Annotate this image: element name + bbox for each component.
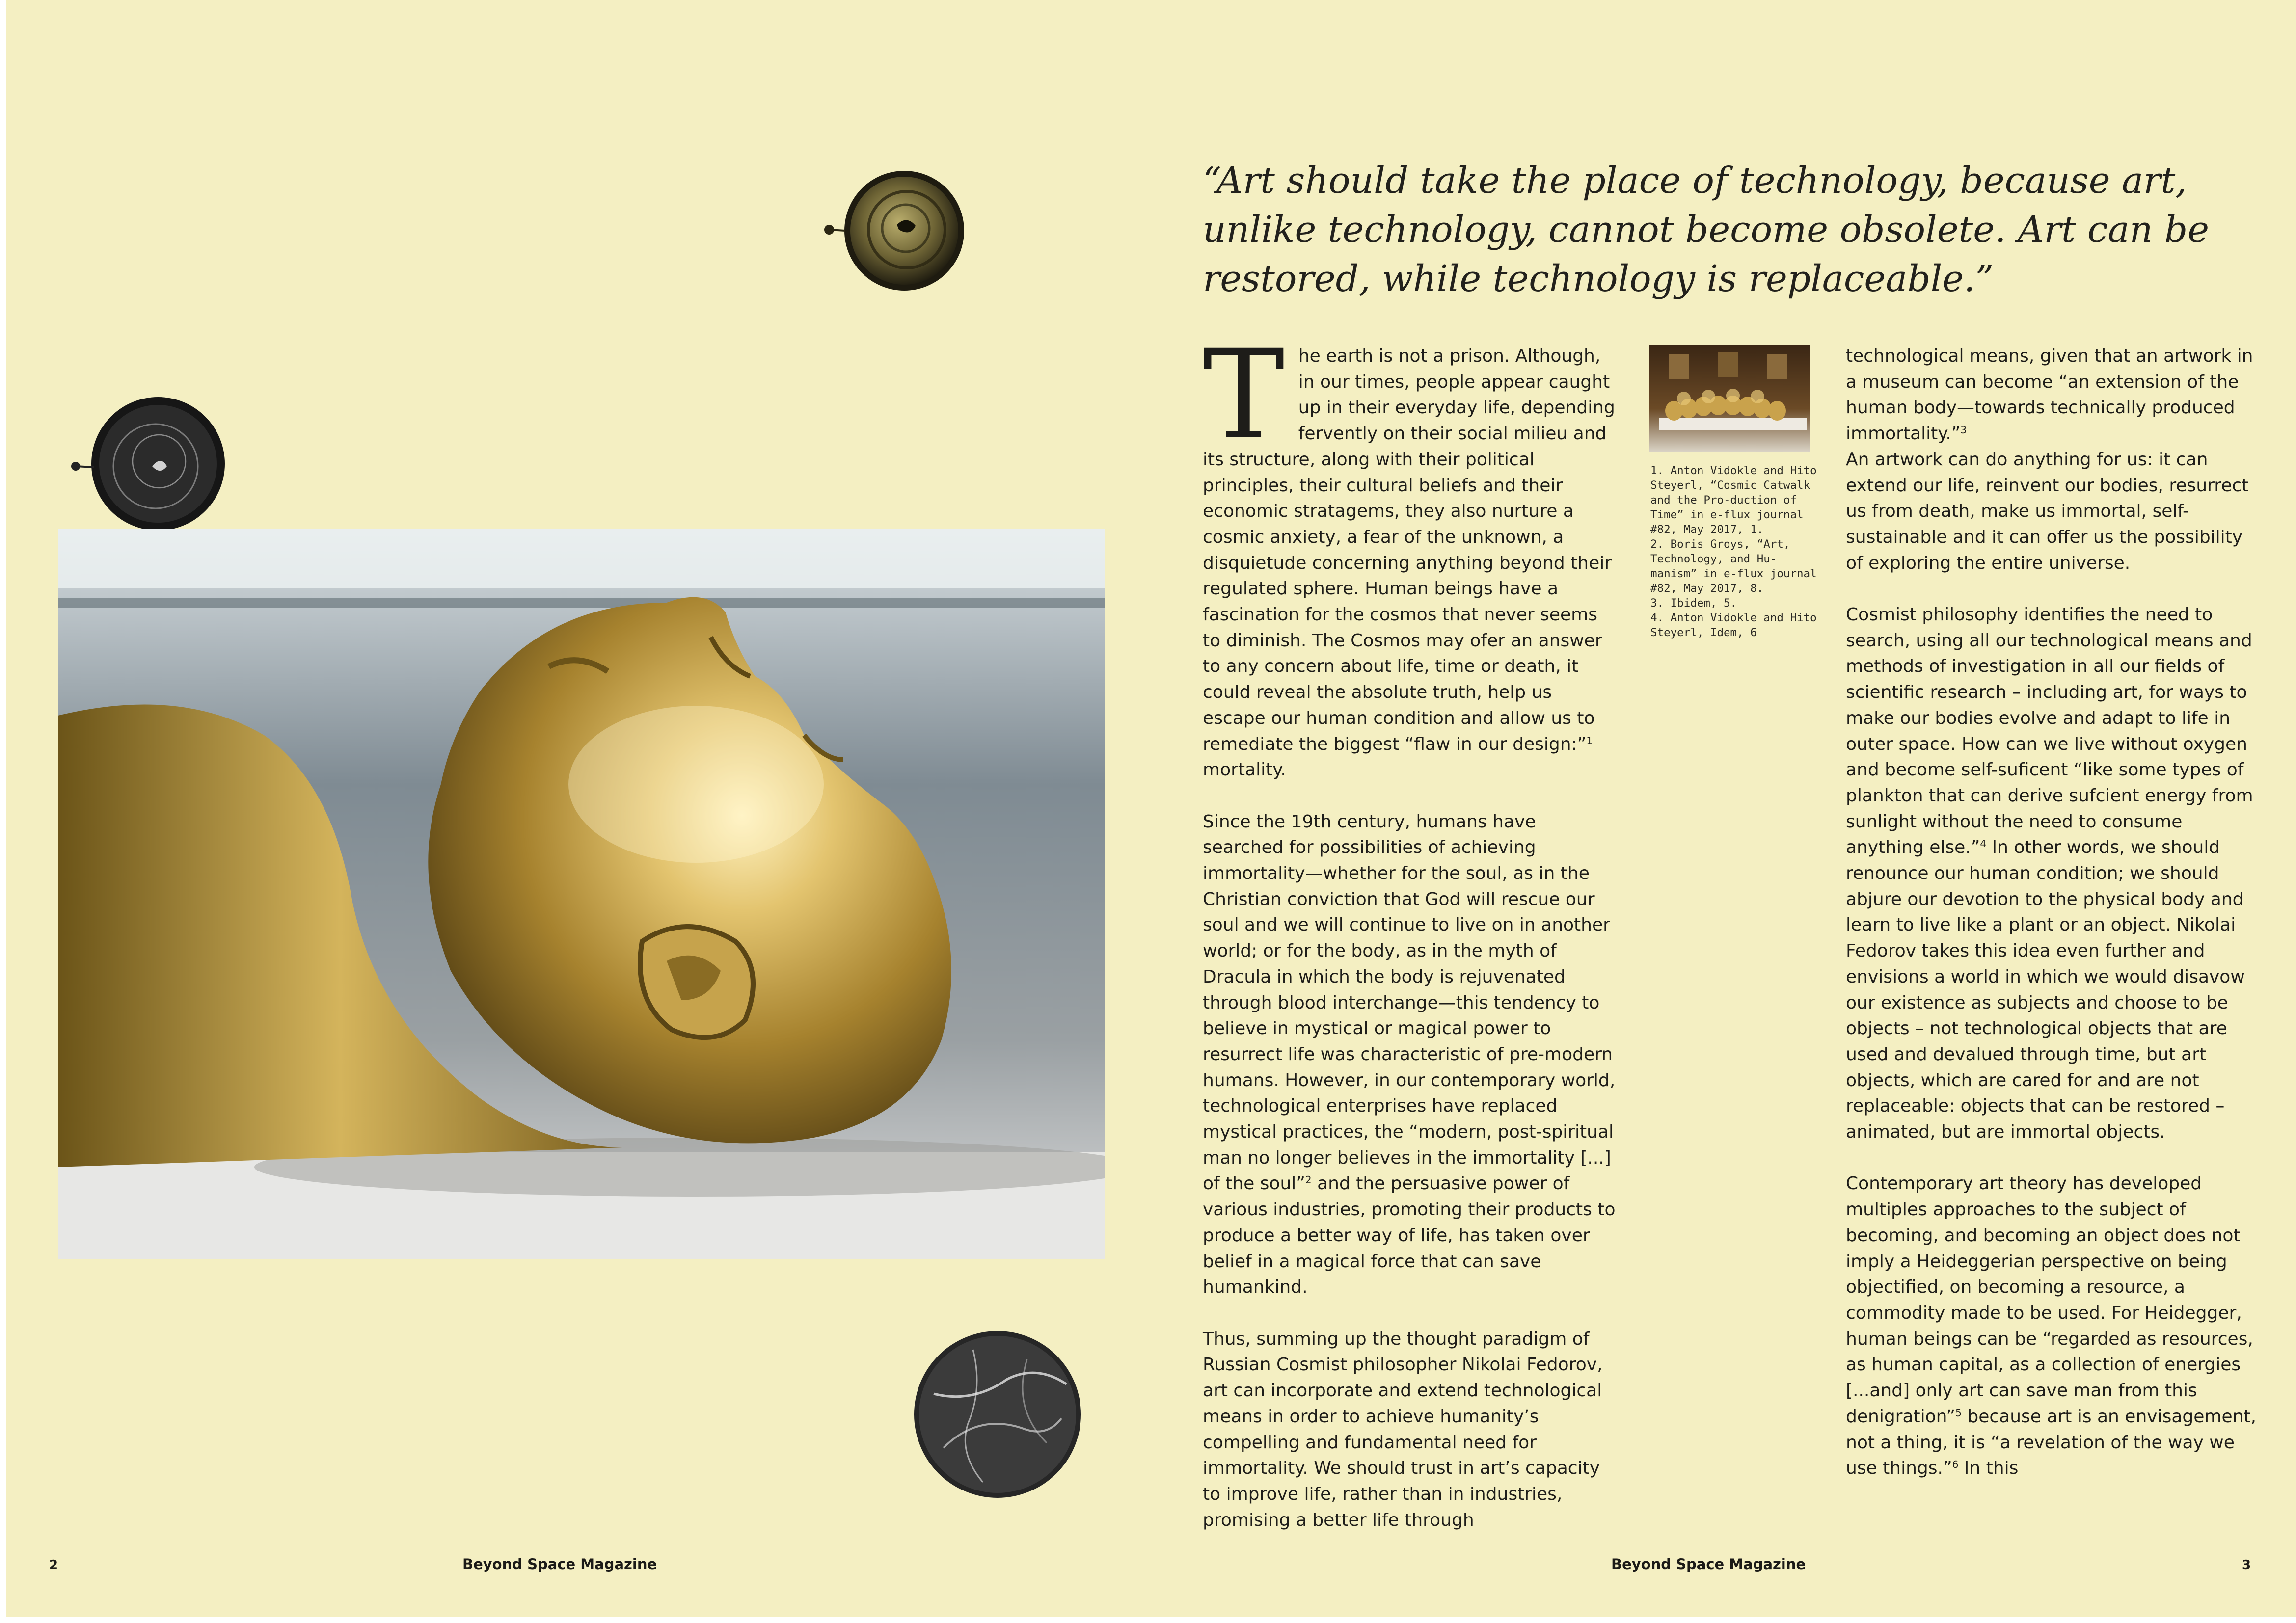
paragraph	[1846, 344, 2258, 447]
paragraph-text: he earth is not a prison. Although, in our times, people appear caught up in their everyday life, depending fervently on their social milieu and its structure, along with their political principles, their cultural beliefs and their economic stratagems, they also nurture a cosmic anxiety, a fear of the unknown, a disquietude concerning anything beyond their regulated sphere. Human beings have a fascination for the cosmos that never seems to diminish. The Cosmos may ofer an answer to any concern about life, time or death, it could reveal the absolute truth, help us escape our human condition and allow us to remediate the biggest “flaw in our design:”	[1203, 346, 1615, 754]
running-title-right: Beyond Space Magazine	[1611, 1556, 1806, 1572]
footnotes	[1650, 463, 1817, 640]
paragraph-text: Cosmist philosophy identifies the need to search, using all our technological means and methods of investigation in all our fields of scientific research – including art, for ways to make our bodies evolve and adapt to life in outer space. How can we live without oxygen and become self-suficent “like some types of plankton that can derive sufcient energy from sunlight without the need to consume anything else.”	[1846, 605, 2253, 858]
paragraph	[1203, 1327, 1620, 1534]
gold-head-sculpture-image	[58, 529, 1105, 1259]
paragraph-text: Thus, summing up the thought paradigm of Russian Cosmist philosopher Nikolai Fedorov, art can incorporate and extend technological means in order to achieve humanity’s compelling and fundamental need for immortality. We should trust in art’s capacity to improve life, rather than in industries, promising a better life through	[1203, 1329, 1603, 1530]
paragraph-text: In this	[1958, 1458, 2019, 1479]
drop-cap: T	[1203, 323, 1285, 466]
footnote-ref: 1	[1586, 734, 1593, 746]
paragraph-text: In other words, we should renounce our human condition; we should abjure our devotion to the physical body and learn to live like a plant or an object. Nikolai Fedorov takes this idea even further and envisions a world in which we would disavow our existence as subjects and choose to be objects – not technological objects that are used and devalued through time, but art objects, which are cared for and are not replaceable: objects that can be restored – animated, but are immortal objects.	[1846, 837, 2245, 1143]
paragraph	[1846, 1171, 2258, 1481]
paragraph	[1203, 809, 1620, 1301]
magazine-spread	[6, 0, 2296, 1617]
main-photo	[58, 529, 1105, 1259]
paragraph-text: Contemporary art theory has developed multiples approaches to the subject of becoming, and becoming an object does not imply a Heideggerian perspective on being objectified, on becoming a resource, a commodity made to be used. For Heidegger, human beings can be “regarded as resources, as human capital, as a collection of energies [...and] only art can save man from this denigration”	[1846, 1173, 2253, 1427]
footnote: 3. Ibidem, 5.	[1650, 597, 1737, 610]
footnote-ref: 3	[1960, 424, 1967, 436]
paragraph-text: technological means, given that an artwork in a museum can become “an extension of the human body—towards technically produced immortality.”	[1846, 346, 2253, 444]
running-title-left: Beyond Space Magazine	[462, 1556, 657, 1572]
paragraph	[1846, 447, 2258, 577]
footnote: 1. Anton Vidokle and Hito Steyerl, “Cosmic Catwalk and the Pro-duction of Time” in e-flux journal #82, May 2017, 1.	[1650, 464, 1817, 536]
gallery-installation-thumbnail	[1649, 345, 1810, 452]
paragraph	[1203, 323, 1620, 783]
golden-sphere-icon	[818, 167, 985, 294]
footnote-ref: 4	[1980, 838, 1987, 850]
dark-sphere-icon	[65, 393, 242, 535]
paragraph-text: An artwork can do anything for us: it can extend our life, reinvent our bodies, resurrect us from death, make us immortal, self-sustainable and it can offer us the possibility of exploring the entire universe.	[1846, 449, 2249, 573]
pull-quote: “Art should take the place of technology, because art, unlike technology, cannot become obsolete. Art can be restored, while technology is replaceable.”	[1203, 160, 2210, 300]
paragraph	[1846, 602, 2258, 1145]
paragraph-text: and the persuasive power of various industries, promoting their products to produce a better way of life, has taken over belief in a magical force that can save humankind.	[1203, 1173, 1616, 1298]
paragraph-text: mortality.	[1203, 760, 1286, 780]
footnote-ref: 5	[1955, 1407, 1962, 1419]
footnote-ref: 2	[1305, 1174, 1312, 1186]
footnote: 4. Anton Vidokle and Hito Steyerl, Idem, 6	[1650, 612, 1817, 639]
footnote: 2. Boris Groys, “Art, Technology, and Hu-manism” in e-flux journal #82, May 2017, 8.	[1650, 538, 1817, 595]
page-number-left: 2	[49, 1558, 58, 1572]
page-number-right: 3	[2242, 1558, 2251, 1572]
paragraph-text: Since the 19th century, humans have searched for possibilities of achieving immortality—whether for the soul, as in the Christian conviction that God will rescue our soul and we will continue to live on in another world; or for the body, as in the myth of Dracula in which the body is rejuvenated through blood interchange—this tendency to believe in mystical or magical power to resurrect life was characteristic of pre-modern humans. However, in our contemporary world, technological enterprises have replaced mystical practices, the “modern, post-spiritual man no longer believes in the immortality [...] of the soul”	[1203, 811, 1616, 1194]
paragraph-text: because art is an envisagement, not a thing, it is “a revelation of the way we use things.”	[1846, 1406, 2256, 1479]
marble-sphere-icon	[914, 1320, 1081, 1517]
body-column-left	[1203, 323, 1620, 1533]
body-column-right	[1846, 344, 2258, 1482]
footnote-ref: 6	[1952, 1459, 1959, 1471]
